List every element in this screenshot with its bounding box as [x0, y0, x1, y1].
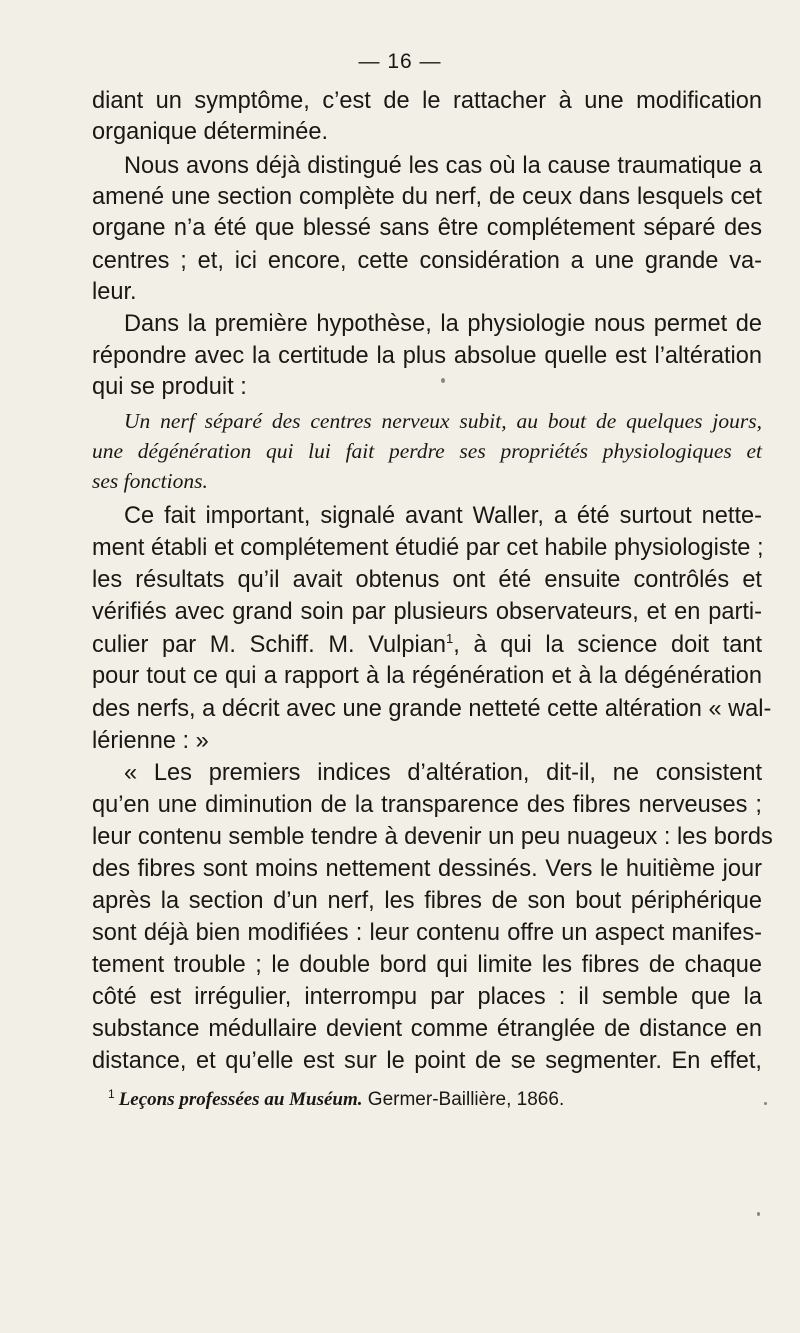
quoted-text-line: « Les premiers indices d’altération, dit-il, ne consistent — [124, 760, 762, 786]
text-line-part: , à qui la science doit tant — [453, 632, 762, 658]
italic-text-line: ses fonctions. — [92, 469, 208, 493]
quoted-text-line: qu’en une diminution de la transparence des fibres nerveuses ; — [92, 792, 762, 818]
footnote-mark: 1 — [108, 1087, 115, 1101]
italic-text-line: Un nerf séparé des centres nerveux subit, au bout de quelques jours, — [124, 409, 762, 433]
footnote-title: Leçons professées au Muséum. — [118, 1089, 363, 1110]
text-line: centres ; et, ici encore, cette considération a une grande va- — [92, 248, 762, 274]
text-line: leur. — [92, 279, 137, 305]
text-line: les résultats qu’il avait obtenus ont été ensuite contrôlés et — [92, 567, 762, 593]
quoted-text-line: leur contenu semble tendre à devenir un peu nuageux : les bords — [92, 824, 773, 850]
text-line-part: culier par M. Schiff. M. Vulpian — [92, 632, 447, 658]
paper-speck — [757, 1212, 760, 1216]
text-line: pour tout ce qui a rapport à la régénération et à la dégénération — [92, 663, 762, 689]
text-line: amené une section complète du nerf, de ceux dans lesquels cet — [92, 184, 762, 210]
quoted-text-line: tement trouble ; le double bord qui limite les fibres de chaque — [92, 952, 762, 978]
text-line: Dans la première hypothèse, la physiologie nous permet de — [124, 311, 762, 337]
footnote-reference: 1 — [446, 631, 454, 647]
text-line: répondre avec la certitude la plus absolue quelle est l’altération — [92, 343, 762, 369]
text-line: des nerfs, a décrit avec une grande netteté cette altération « wal- — [92, 696, 772, 722]
quoted-text-line: sont déjà bien modifiées : leur contenu offre un aspect manifes- — [92, 920, 762, 946]
quoted-text-line: substance médullaire devient comme étranglée de distance en — [92, 1016, 762, 1042]
text-line: organe n’a été que blessé sans être complétement séparé des — [92, 215, 762, 241]
text-line: vérifiés avec grand soin par plusieurs observateurs, et en parti- — [92, 599, 762, 625]
text-line: Ce fait important, signalé avant Waller, a été surtout nette- — [124, 503, 762, 529]
page-number: — 16 — — [358, 50, 442, 73]
italic-text-line: une dégénération qui lui fait perdre ses propriétés physiologiques et — [92, 439, 762, 463]
text-line: lérienne : » — [92, 728, 209, 754]
paper-speck — [441, 378, 445, 383]
quoted-text-line: après la section d’un nerf, les fibres de son bout périphérique — [92, 888, 762, 914]
paper-speck — [764, 1102, 767, 1105]
footnote-publisher: Germer-Baillière, 1866. — [362, 1089, 565, 1110]
quoted-text-line: côté est irrégulier, interrompu par places : il semble que la — [92, 984, 762, 1010]
text-line: diant un symptôme, c’est de le rattacher à une modification — [92, 88, 762, 114]
text-line: ment établi et complétement étudié par cet habile physiologiste ; — [92, 535, 764, 561]
text-line: Nous avons déjà distingué les cas où la cause traumatique a — [124, 153, 762, 179]
text-line: organique déterminée. — [92, 119, 329, 145]
text-line — [92, 630, 762, 660]
quoted-text-line: des fibres sont moins nettement dessinés. Vers le huitième jour — [92, 856, 762, 882]
quoted-text-line: distance, et qu’elle est sur le point de se segmenter. En effet, — [92, 1048, 762, 1074]
text-line: qui se produit : — [92, 374, 247, 400]
footnote — [108, 1082, 564, 1112]
